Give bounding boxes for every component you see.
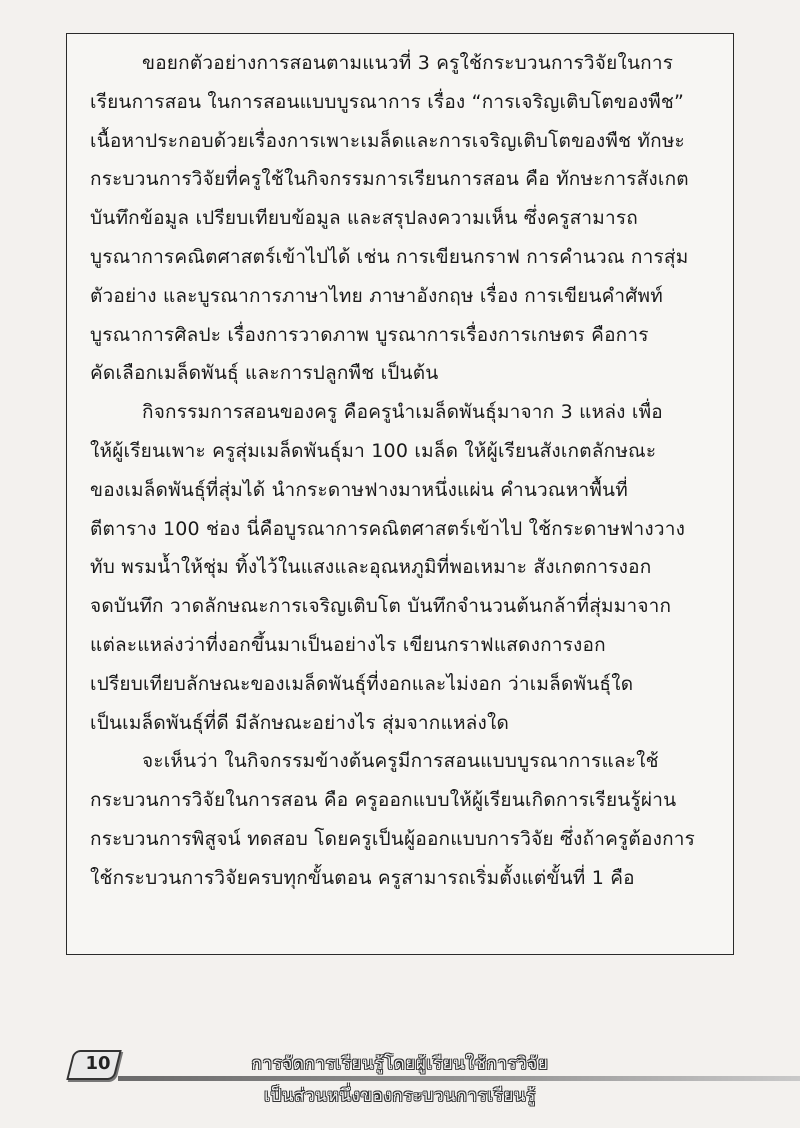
- paragraph-2-line: แต่ละแหล่งว่าที่งอกขึ้นมาเป็นอย่างไร เขียนกราฟแสดงการงอก: [90, 633, 606, 656]
- paragraph-2-line: ตีตาราง 100 ช่อง นี่คือบูรณาการคณิตศาสตร์เข้าไป ใช้กระดาษฟางวาง: [90, 517, 686, 540]
- page-number: 10: [85, 1053, 111, 1074]
- paragraph-1-line: บันทึกข้อมูล เปรียบเทียบข้อมูล และสรุปลงความเห็น ซึ่งครูสามารถ: [90, 207, 639, 230]
- footer-title-line1: การจัดการเรียนรู้โดยผู้เรียนใช้การวิจัย: [251, 1054, 549, 1074]
- paragraph-1-line: เรียนการสอน ในการสอนแบบบูรณาการ เรื่อง “การเจริญเติบโตของพืช”: [90, 90, 685, 113]
- paragraph-2-line: จดบันทึก วาดลักษณะการเจริญเติบโต บันทึกจำนวนต้นกล้าที่สุ่มมาจาก: [90, 595, 672, 618]
- paragraph-2-line: เป็นเมล็ดพันธุ์ที่ดี มีลักษณะอย่างไร สุ่มจากแหล่งใด: [90, 711, 510, 734]
- paragraph-2-line: ทับ พรมน้ำให้ชุ่ม ทิ้งไว้ในแสงและอุณหภูมิที่พอเหมาะ สังเกตการงอก: [90, 556, 652, 579]
- paragraph-2-line: ให้ผู้เรียนเพาะ ครูสุ่มเมล็ดพันธุ์มา 100 เมล็ด ให้ผู้เรียนสังเกตลักษณะ: [90, 439, 657, 462]
- footer-title-line2: เป็นส่วนหนึ่งของกระบวนการเรียนรู้: [264, 1086, 536, 1106]
- paragraph-3-line: ใช้กระบวนการวิจัยครบทุกขั้นตอน ครูสามารถเริ่มตั้งแต่ขั้นที่ 1 คือ: [90, 866, 635, 889]
- body-text: [90, 44, 712, 898]
- paragraph-1-line: เนื้อหาประกอบด้วยเรื่องการเพาะเมล็ดและการเจริญเติบโตของพืช ทักษะ: [90, 129, 685, 152]
- paragraph-1-line: กระบวนการวิจัยที่ครูใช้ในกิจกรรมการเรียนการสอน คือ ทักษะการสังเกต: [90, 168, 689, 191]
- paragraph-2-line: ของเมล็ดพันธุ์ที่สุ่มได้ นำกระดาษฟางมาหนึ่งแผ่น คำนวณหาพื้นที่: [90, 478, 628, 501]
- paragraph-3-line: จะเห็นว่า ในกิจกรรมข้างต้นครูมีการสอนแบบบูรณาการและใช้: [142, 750, 659, 773]
- paragraph-2-line: กิจกรรมการสอนของครู คือครูนำเมล็ดพันธุ์มาจาก 3 แหล่ง เพื่อ: [142, 401, 663, 424]
- paragraph-3-line: กระบวนการพิสูจน์ ทดสอบ โดยครูเป็นผู้ออกแบบการวิจัย ซึ่งถ้าครูต้องการ: [90, 827, 696, 850]
- paragraph-3-line: กระบวนการวิจัยในการสอน คือ ครูออกแบบให้ผู้เรียนเกิดการเรียนรู้ผ่าน: [90, 789, 677, 812]
- paragraph-2-line: เปรียบเทียบลักษณะของเมล็ดพันธุ์ที่งอกและไม่งอก ว่าเมล็ดพันธุ์ใด: [90, 672, 634, 695]
- page-footer: [0, 1040, 800, 1128]
- paragraph-1-line: บูรณาการคณิตศาสตร์เข้าไปได้ เช่น การเขียนกราฟ การคำนวณ การสุ่ม: [90, 245, 689, 268]
- paragraph-1-line: บูรณาการศิลปะ เรื่องการวาดภาพ บูรณาการเรื่องการเกษตร คือการ: [90, 323, 649, 346]
- paragraph-1-line: ตัวอย่าง และบูรณาการภาษาไทย ภาษาอังกฤษ เรื่อง การเขียนคำศัพท์: [90, 284, 663, 307]
- paragraph-1-line: ขอยกตัวอย่างการสอนตามแนวที่ 3 ครูใช้กระบวนการวิจัยในการ: [142, 52, 674, 74]
- paragraph-1-line: คัดเลือกเมล็ดพันธุ์ และการปลูกพืช เป็นต้น: [90, 362, 439, 385]
